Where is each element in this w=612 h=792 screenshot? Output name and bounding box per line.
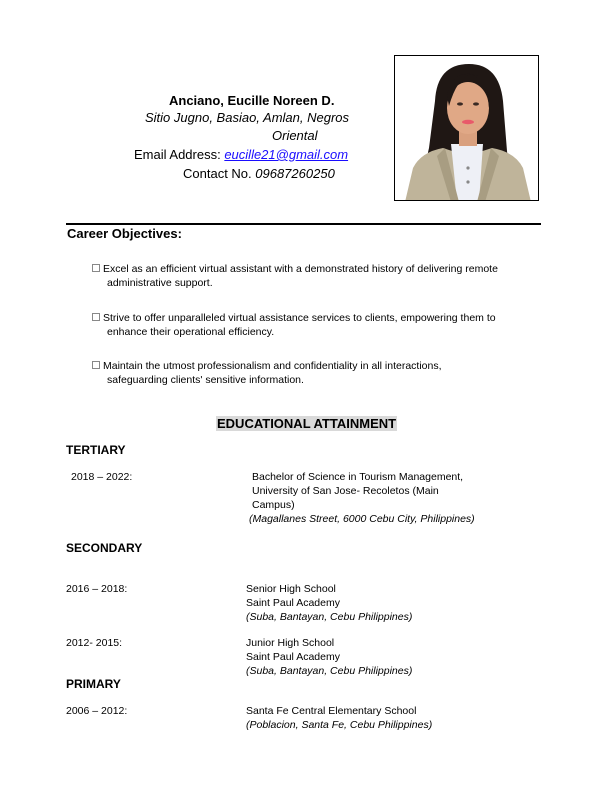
- objective-text: Maintain the utmost professionalism and confidentiality in all interactions,: [103, 360, 442, 372]
- objective-text-cont: safeguarding clients' sensitive information.: [107, 374, 304, 386]
- objective-item: [92, 359, 442, 387]
- objective-text-cont: administrative support.: [107, 277, 213, 289]
- primary-detail: [246, 704, 432, 732]
- bullet-box-icon: [92, 361, 100, 369]
- school-cont: Campus): [252, 499, 295, 511]
- school: University of San Jose- Recoletos (Main: [252, 485, 439, 497]
- bullet-box-icon: [92, 264, 100, 272]
- school-location: (Magallanes Street, 6000 Cebu City, Philippines): [249, 513, 475, 525]
- level: Junior High School: [246, 637, 335, 649]
- junior-high-years: 2012- 2015:: [66, 637, 123, 649]
- portrait-image: [395, 56, 539, 201]
- school: Saint Paul Academy: [246, 651, 340, 663]
- contact-label: Contact No.: [183, 166, 256, 181]
- address-line-2: Oriental: [272, 128, 318, 143]
- objective-item: [92, 262, 498, 290]
- senior-high-years: 2016 – 2018:: [66, 583, 128, 595]
- school-location: (Poblacion, Santa Fe, Cebu Philippines): [246, 719, 433, 731]
- objective-text-cont: enhance their operational efficiency.: [107, 326, 275, 338]
- senior-high-detail: [246, 582, 412, 624]
- school-location: (Suba, Bantayan, Cebu Philippines): [246, 665, 413, 677]
- objective-text: Excel as an efficient virtual assistant with a demonstrated history of delivering remote: [103, 263, 498, 275]
- educational-attainment-heading: EDUCATIONAL ATTAINMENT: [217, 416, 397, 431]
- primary-years: 2006 – 2012:: [66, 705, 128, 717]
- objective-text: Strive to offer unparalleled virtual assistance services to clients, empowering them to: [103, 312, 496, 324]
- email-label: Email Address:: [134, 147, 225, 162]
- primary-heading: PRIMARY: [66, 677, 121, 691]
- tertiary-detail: [249, 470, 475, 526]
- level: Senior High School: [246, 583, 336, 595]
- school: Santa Fe Central Elementary School: [246, 705, 417, 717]
- header-divider: [66, 223, 541, 225]
- secondary-heading: SECONDARY: [66, 541, 143, 555]
- degree: Bachelor of Science in Tourism Management,: [252, 471, 464, 483]
- junior-high-detail: [246, 636, 412, 678]
- email-row: [134, 147, 348, 162]
- email-link[interactable]: eucille21@gmail.com: [224, 147, 349, 162]
- objective-item: [92, 311, 496, 339]
- bullet-box-icon: [92, 313, 100, 321]
- school: Saint Paul Academy: [246, 597, 340, 609]
- profile-photo: [394, 55, 539, 201]
- applicant-name: Anciano, Eucille Noreen D.: [169, 93, 335, 108]
- address-line-1: Sitio Jugno, Basiao, Amlan, Negros: [145, 110, 350, 125]
- career-objectives-heading: Career Objectives:: [67, 226, 182, 241]
- tertiary-heading: TERTIARY: [66, 443, 126, 457]
- school-location: (Suba, Bantayan, Cebu Philippines): [246, 611, 413, 623]
- contact-row: [183, 166, 335, 181]
- tertiary-years: 2018 – 2022:: [71, 471, 133, 483]
- contact-number: 09687260250: [255, 166, 335, 181]
